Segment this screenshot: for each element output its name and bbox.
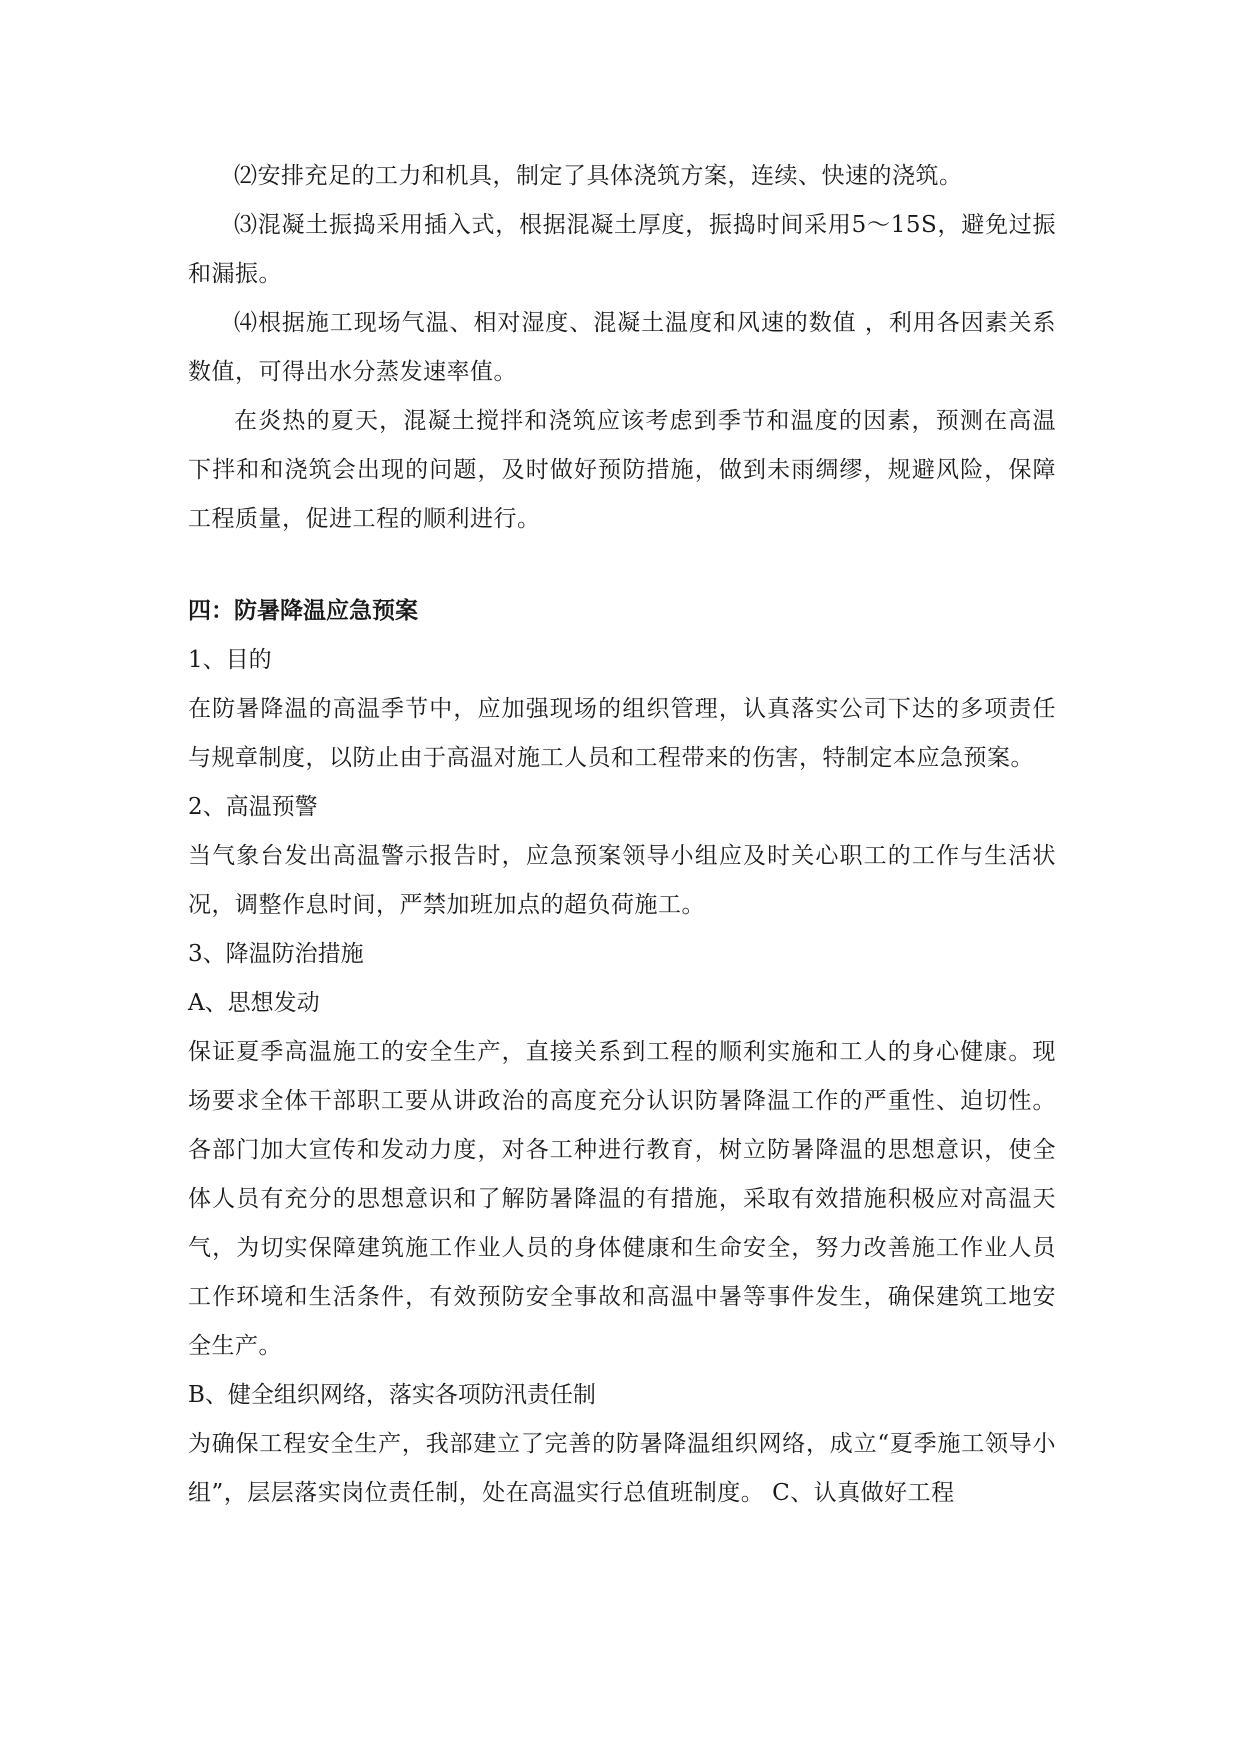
paragraph-summary: 在炎热的夏天，混凝土搅拌和浇筑应该考虑到季节和温度的因素，预测在高温下拌和和浇筑会出现的问题，及时做好预防措施，做到未雨绸缪，规避风险，保障工程质量，促进工程的顺利进行。: [188, 408, 1056, 532]
paragraph-purpose: 在防暑降温的高温季节中，应加强现场的组织管理，认真落实公司下达的多项责任与规章制度，以防止由于高温对施工人员和工程带来的伤害，特制定本应急预案。: [188, 696, 1056, 771]
paragraph-item-3: ⑶混凝土振捣采用插入式，根据混凝土厚度，振捣时间采用5～15S，避免过振和漏振。: [188, 212, 1056, 287]
subsection-title-a: A、思想发动: [188, 990, 320, 1016]
paragraph-item-2: ⑵安排充足的工力和机具，制定了具体浇筑方案，连续、快速的浇筑。: [234, 163, 963, 189]
subsection-title-warning: 2、高温预警: [188, 794, 318, 820]
document-page: [188, 152, 1056, 1518]
subsection-title-measures: 3、降温防治措施: [188, 941, 364, 967]
subsection-title-b: B、健全组织网络，落实各项防汛责任制: [188, 1382, 596, 1408]
section-heading: 四：防暑降温应急预案: [188, 598, 418, 624]
paragraph-b: 为确保工程安全生产，我部建立了完善的防暑降温组织网络，成立“夏季施工领导小组”，层层落实岗位责任制，处在高温实行总值班制度。 C、认真做好工程: [188, 1431, 1056, 1506]
paragraph-a: 保证夏季高温施工的安全生产，直接关系到工程的顺利实施和工人的身心健康。现场要求全体干部职工要从讲政治的高度充分认识防暑降温工作的严重性、迫切性。各部门加大宣传和发动力度，对各工种进行教育，树立防暑降温的思想意识，使全体人员有充分的思想意识和了解防暑降温的有措施，采取有效措施积极应对高温天气，为切实保障建筑施工作业人员的身体健康和生命安全，努力改善施工作业人员工作环境和生活条件，有效预防安全事故和高温中暑等事件发生，确保建筑工地安全生产。: [188, 1039, 1056, 1359]
paragraph-item-4: ⑷根据施工现场气温、相对湿度、混凝土温度和风速的数值 ，利用各因素关系数值，可得出水分蒸发速率值。: [188, 310, 1056, 385]
paragraph-warning: 当气象台发出高温警示报告时，应急预案领导小组应及时关心职工的工作与生活状况，调整作息时间，严禁加班加点的超负荷施工。: [188, 843, 1056, 918]
subsection-title-purpose: 1、目的: [188, 647, 272, 673]
